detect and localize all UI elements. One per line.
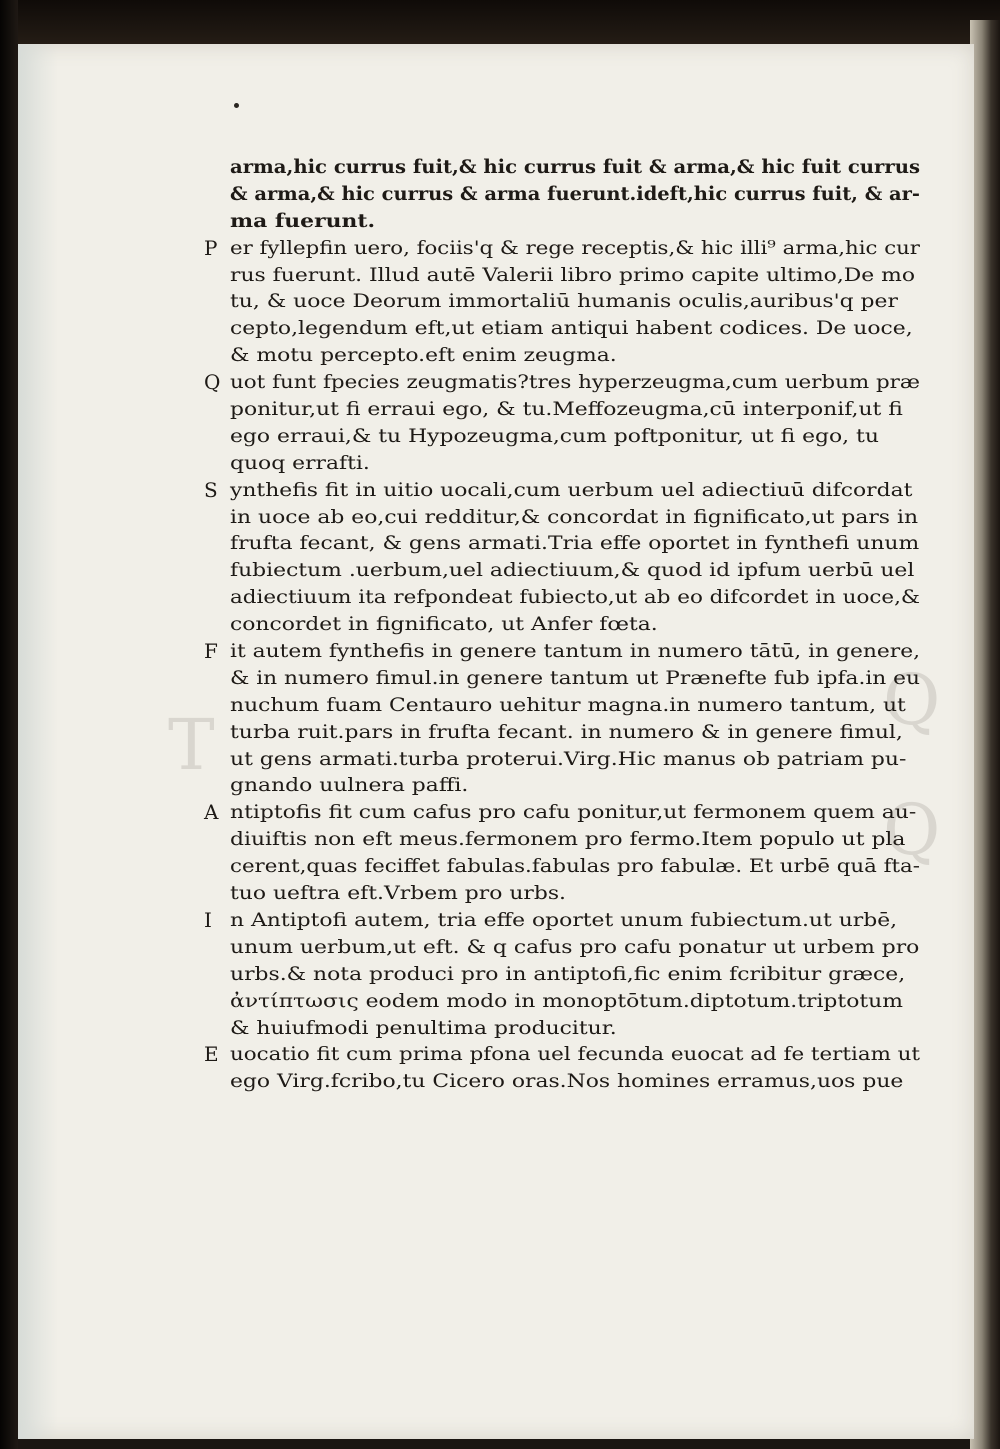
paragraph-initial: A <box>204 800 219 825</box>
text-line <box>204 1015 919 1042</box>
text-line <box>204 315 919 342</box>
text-line <box>204 880 919 907</box>
text-line <box>204 1068 919 1095</box>
text-line <box>204 988 919 1015</box>
text-line <box>204 772 919 799</box>
line-text: fubiectum .uerbum,uel adiectiuum,& quod id ipfum uerbū uel <box>230 559 915 582</box>
ink-dot <box>234 103 239 108</box>
paragraph-initial: I <box>204 907 212 932</box>
text-line <box>204 208 919 235</box>
text-line <box>204 719 919 746</box>
text-line <box>204 665 919 692</box>
line-text: ma fuerunt. <box>230 209 376 232</box>
line-text: gnando uulnera paffi. <box>230 774 469 797</box>
line-text: tuo ueftra eft.Vrbem pro urbs. <box>230 882 566 905</box>
text-line <box>204 288 919 315</box>
text-line <box>204 477 919 504</box>
paragraph-initial: P <box>204 235 218 260</box>
text-line <box>204 262 919 289</box>
line-text: nuchum fuam Centauro uehitur magna.in numero tantum, ut <box>230 693 906 716</box>
book-page <box>18 44 974 1439</box>
line-text: concordet in fignificato, ut Anfer fœta. <box>230 613 658 636</box>
latin-text-block <box>204 154 919 1095</box>
line-text: it autem fynthefis in genere tantum in numero tātū, in genere, <box>230 640 921 663</box>
line-text: & motu percepto.eft enim zeugma. <box>230 344 617 367</box>
line-text: uocatio fit cum prima pfona uel fecunda euocat ad fe tertiam ut <box>230 1043 921 1066</box>
text-line <box>204 530 919 557</box>
text-line <box>204 584 919 611</box>
line-text: arma,hic currus fuit,& hic currus fuit & arma,& hic fuit currus <box>230 156 921 178</box>
line-text: cepto,legendum eft,ut etiam antiqui habent codices. De uoce, <box>230 317 913 340</box>
text-line <box>204 342 919 369</box>
text-line <box>204 369 919 396</box>
line-text: turba ruit.pars in frufta fecant. in numero & in genere fimul, <box>230 720 903 743</box>
line-text: ut gens armati.turba proterui.Virg.Hic manus ob patriam pu- <box>230 747 907 770</box>
line-text: ego erraui,& tu Hypozeugma,cum poftponitur, ut fi ego, tu <box>230 424 879 447</box>
line-text: urbs.& nota produci pro in antiptofi,fic enim fcribitur græce, <box>230 962 906 985</box>
text-line <box>204 611 919 638</box>
text-line <box>204 799 919 826</box>
paragraph-initial: S <box>204 477 218 502</box>
line-text: uot funt fpecies zeugmatis?tres hyperzeugma,cum uerbum præ <box>230 371 921 394</box>
line-text: er fyllepfin uero, fociis'q & rege receptis,& hic illi⁹ arma,hic cur <box>230 236 920 259</box>
text-line <box>204 692 919 719</box>
text-line <box>204 826 919 853</box>
text-line <box>204 1041 919 1068</box>
text-line <box>204 154 919 181</box>
line-text: ἀντίπτωσις eodem modo in monoptōtum.diptotum.triptotum <box>230 989 903 1012</box>
text-line <box>204 746 919 773</box>
show-through-ink: T Q Q <box>168 659 941 871</box>
line-text: & arma,& hic currus & arma fuerunt.ideft,hic currus fuit, & ar- <box>230 182 920 205</box>
text-line <box>204 423 919 450</box>
line-text: unum uerbum,ut eft. & q cafus pro cafu ponatur ut urbem pro <box>230 935 920 958</box>
page-gutter <box>18 44 58 1439</box>
text-line <box>204 396 919 423</box>
text-line <box>204 961 919 988</box>
line-text: ego Virg.fcribo,tu Cicero oras.Nos homines erramus,uos pue <box>230 1070 904 1093</box>
line-text: & huiufmodi penultima producitur. <box>230 1016 617 1039</box>
line-text: cerent,quas feciffet fabulas.fabulas pro fabulæ. Et urbē quā fta- <box>230 855 920 878</box>
scan-background-top <box>0 0 1000 44</box>
text-line <box>204 934 919 961</box>
scan-background-left <box>0 0 18 1449</box>
paragraph-initial: F <box>204 639 218 664</box>
line-text: diuiftis non eft meus.fermonem pro fermo.Item populo ut pla <box>230 828 906 851</box>
text-line <box>204 450 919 477</box>
line-text: rus fuerunt. Illud autē Valerii libro primo capite ultimo,De mo <box>230 263 916 286</box>
line-text: adiectiuum ita refpondeat fubiecto,ut ab eo difcordet in uoce,& <box>230 586 921 609</box>
text-line <box>204 557 919 584</box>
line-text: & in numero fimul.in genere tantum ut Prænefte fub ipfa.in eu <box>230 666 920 689</box>
text-line <box>204 853 919 880</box>
page-edge <box>970 20 1000 1449</box>
text-line <box>204 181 919 208</box>
text-line <box>204 235 919 262</box>
line-text: ntiptofis fit cum cafus pro cafu ponitur,ut fermonem quem au- <box>230 801 917 824</box>
line-text: ynthefis fit in uitio uocali,cum uerbum uel adiectiuū difcordat <box>230 478 913 501</box>
paragraph-initial: E <box>204 1042 219 1067</box>
paragraph-initial: Q <box>204 370 221 395</box>
line-text: ponitur,ut fi erraui ego, & tu.Meffozeugma,cū interponif,ut fi <box>230 398 903 421</box>
line-text: n Antiptofi autem, tria effe oportet unum fubiectum.ut urbē, <box>230 908 898 931</box>
line-text: in uoce ab eo,cui redditur,& concordat in fignificato,ut pars in <box>230 505 919 528</box>
text-line <box>204 907 919 934</box>
line-text: frufta fecant, & gens armati.Tria effe oportet in fynthefi unum <box>230 532 920 555</box>
text-line <box>204 504 919 531</box>
line-text: tu, & uoce Deorum immortaliū humanis oculis,auribus'q per <box>230 290 898 313</box>
text-line <box>204 638 919 665</box>
line-text: quoq errafti. <box>230 451 370 474</box>
